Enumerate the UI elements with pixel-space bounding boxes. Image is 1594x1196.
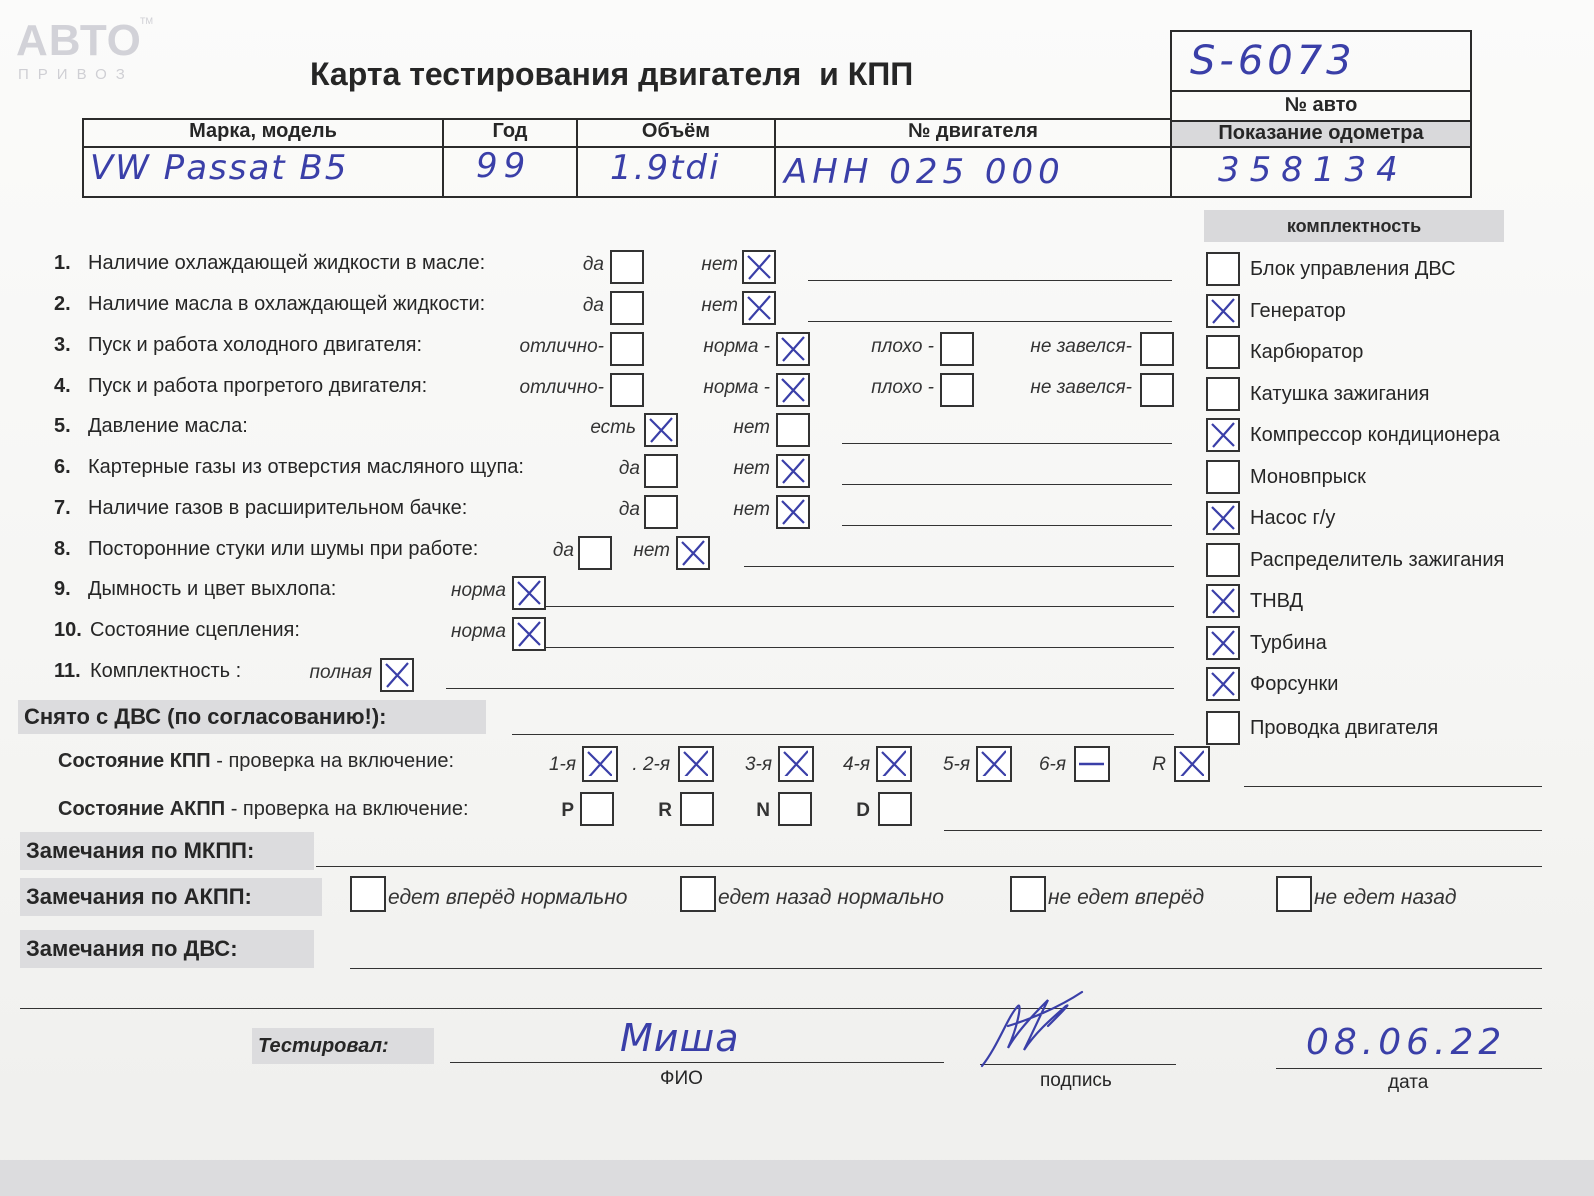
value-odometer: 358134 — [1218, 150, 1408, 190]
option-checkbox[interactable] — [776, 454, 810, 488]
removed-line — [512, 734, 1174, 735]
logo — [14, 18, 146, 64]
option-checkbox[interactable] — [742, 291, 776, 325]
answer-line — [808, 321, 1172, 322]
kpp-label-rest: - проверка на включение: — [210, 750, 455, 772]
question-text: Посторонние стуки или шумы при работе: — [88, 538, 479, 560]
kit-checkbox[interactable] — [1206, 294, 1240, 328]
check-mark-icon — [678, 538, 706, 566]
value-volume: 1.9tdi — [610, 148, 721, 188]
answer-line — [446, 688, 1174, 689]
check-mark-icon — [744, 252, 772, 280]
remarks-dvs-label: Замечания по ДВС: — [20, 930, 314, 968]
remark-checkbox[interactable] — [1010, 876, 1046, 912]
question-text: Наличие масла в охлаждающей жидкости: — [88, 293, 486, 315]
option-label: отлично- — [519, 377, 604, 398]
gear-label: 5-я — [942, 754, 970, 775]
check-mark-icon — [744, 293, 772, 321]
remark-checkbox[interactable] — [680, 876, 716, 912]
question-number: 11. — [54, 660, 81, 682]
mode-checkbox[interactable] — [580, 792, 614, 826]
mode-label: R — [658, 800, 672, 821]
option-label: да — [552, 540, 574, 561]
question-text: Картерные газы из отверстия масляного щупа: — [88, 456, 524, 478]
remark-option-label: едет вперёд нормально — [388, 886, 628, 909]
car-number-value: S-6073 — [1190, 38, 1356, 84]
header-model: Марка, модель — [189, 120, 337, 142]
kpp-label-bold: Состояние КПП — [58, 750, 211, 772]
header-engine-number: № двигателя — [908, 120, 1038, 142]
check-mark-icon — [1208, 420, 1236, 448]
remark-checkbox[interactable] — [350, 876, 386, 912]
question-text: Пуск и работа прогретого двигателя: — [88, 375, 428, 397]
option-label: нет — [701, 295, 738, 316]
gear-checkbox[interactable] — [1174, 746, 1210, 782]
option-checkbox[interactable] — [776, 495, 810, 529]
option-label: не завелся- — [1030, 377, 1132, 398]
kit-item-label: Блок управления ДВС — [1250, 258, 1456, 280]
value-engine-number: AHH 025 000 — [784, 152, 1065, 192]
option-label: не завелся- — [1030, 336, 1132, 357]
option-checkbox[interactable] — [1140, 373, 1174, 407]
remarks-mkpp-line — [316, 866, 1542, 867]
car-number-label: № авто — [1284, 94, 1358, 116]
gear-label: 3-я — [744, 754, 772, 775]
kit-item-label: Компрессор кондиционера — [1250, 424, 1500, 446]
question-number: 7. — [54, 497, 71, 519]
remark-option-label: едет назад нормально — [718, 886, 944, 909]
option-checkbox[interactable] — [1140, 332, 1174, 366]
akpp-label-bold: Состояние АКПП — [58, 798, 226, 820]
remark-option-label: не едет вперёд — [1048, 886, 1205, 909]
answer-line — [546, 647, 1174, 648]
kit-checkbox[interactable] — [1206, 543, 1240, 577]
kit-item-label: Моновпрыск — [1250, 465, 1366, 488]
kit-checkbox[interactable] — [1206, 418, 1240, 452]
signature-caption: подпись — [1040, 1070, 1112, 1091]
question-number: 4. — [54, 375, 71, 397]
kit-item-label: Турбина — [1250, 631, 1327, 654]
akpp-line — [944, 830, 1542, 831]
kit-item-label: Форсунки — [1250, 673, 1339, 695]
remarks-dvs-line — [350, 968, 1542, 969]
name-caption: ФИО — [660, 1068, 703, 1089]
option-checkbox[interactable] — [676, 536, 710, 570]
remarks-akpp-label: Замечания по АКПП: — [20, 878, 322, 916]
name-line — [450, 1062, 944, 1063]
check-mark-icon — [514, 578, 542, 606]
option-checkbox[interactable] — [512, 617, 546, 651]
option-label: да — [618, 499, 640, 520]
check-mark-icon — [1208, 296, 1236, 324]
removed-label: Снято с ДВС (по согласованию!): — [18, 700, 486, 734]
kit-checkbox[interactable] — [1206, 584, 1240, 618]
kit-item-label: Насос г/у — [1250, 507, 1336, 529]
mode-checkbox[interactable] — [680, 792, 714, 826]
mode-label: N — [756, 800, 770, 821]
option-label: нет — [733, 458, 770, 479]
option-label: норма — [451, 580, 506, 601]
answer-line — [842, 525, 1172, 526]
gear-label: . 2-я — [632, 754, 670, 775]
question-number: 10. — [54, 619, 82, 641]
option-label: нет — [733, 417, 770, 438]
tester-name: Миша — [620, 1016, 740, 1060]
answer-line — [744, 566, 1174, 567]
remark-option-label: не едет назад — [1314, 886, 1457, 909]
option-label: да — [618, 458, 640, 479]
mode-label: D — [856, 800, 870, 821]
akpp-label — [58, 798, 469, 821]
answer-line — [842, 443, 1172, 444]
mode-checkbox[interactable] — [878, 792, 912, 826]
gear-label: 6-я — [1038, 754, 1066, 775]
kit-item-label: Проводка двигателя — [1250, 716, 1439, 739]
check-mark-icon — [1208, 628, 1236, 656]
question-text: Дымность и цвет выхлопа: — [88, 578, 337, 600]
kit-checkbox[interactable] — [1206, 711, 1240, 745]
option-label: норма - — [703, 336, 770, 357]
question-number: 3. — [54, 334, 71, 356]
question-text: Состояние сцепления: — [90, 619, 300, 641]
gear-label: 1-я — [548, 754, 576, 775]
akpp-label-rest: - проверка на включение: — [225, 798, 469, 820]
remark-checkbox[interactable] — [1276, 876, 1312, 912]
logo-tm: TM — [140, 16, 153, 26]
logo-text: АВТО — [16, 16, 142, 65]
option-label: нет — [633, 540, 670, 561]
remarks-mkpp-label: Замечания по МКПП: — [20, 832, 314, 870]
header-year: Год — [492, 120, 528, 142]
kit-checkbox[interactable] — [1206, 377, 1240, 411]
option-label: плохо - — [871, 336, 934, 357]
kit-checkbox[interactable] — [1206, 667, 1240, 701]
logo-subtext: ПРИВОЗ — [18, 66, 134, 83]
kit-item-label: Катушка зажигания — [1250, 382, 1430, 405]
kpp-label — [58, 750, 454, 773]
mode-checkbox[interactable] — [778, 792, 812, 826]
date-line — [1276, 1068, 1542, 1069]
header-volume: Объём — [641, 120, 711, 142]
option-label: норма - — [703, 377, 770, 398]
question-number: 1. — [54, 252, 71, 274]
option-label: полная — [309, 662, 372, 683]
option-label: нет — [701, 254, 738, 275]
kit-item-label: Распределитель зажигания — [1250, 548, 1505, 571]
kit-checkbox[interactable] — [1206, 460, 1240, 494]
option-label: да — [582, 295, 604, 316]
answer-line — [842, 484, 1172, 485]
option-checkbox[interactable] — [380, 658, 414, 692]
value-model: VW Passat B5 — [90, 148, 349, 188]
option-checkbox[interactable] — [776, 413, 810, 447]
check-mark-icon — [514, 619, 542, 647]
gear-label: 4-я — [842, 754, 870, 775]
option-checkbox[interactable] — [512, 576, 546, 610]
scan-bottom-edge — [0, 1160, 1594, 1196]
check-mark-icon — [1208, 503, 1236, 531]
kit-checkbox[interactable] — [1206, 501, 1240, 535]
check-mark-icon — [1208, 669, 1236, 697]
question-number: 8. — [54, 538, 71, 560]
question-number: 6. — [54, 456, 71, 478]
kit-checkbox[interactable] — [1206, 335, 1240, 369]
question-number: 9. — [54, 578, 71, 600]
check-mark-icon — [1208, 586, 1236, 614]
answer-line — [808, 280, 1172, 281]
kpp-line — [1244, 786, 1542, 787]
test-date: 08.06.22 — [1306, 1022, 1507, 1063]
question-number: 2. — [54, 293, 71, 315]
option-label: нет — [733, 499, 770, 520]
option-label: отлично- — [519, 336, 604, 357]
question-number: 5. — [54, 415, 71, 437]
header-odometer: Показание одометра — [1218, 122, 1424, 144]
kit-title: комплектность — [1204, 210, 1504, 242]
kit-item-label: Карбюратор — [1250, 341, 1364, 363]
kit-checkbox[interactable] — [1206, 252, 1240, 286]
check-mark-icon — [382, 660, 410, 688]
answer-line — [546, 606, 1174, 607]
question-text: Давление масла: — [88, 415, 248, 437]
value-year: 99 — [476, 146, 532, 186]
option-checkbox[interactable] — [742, 250, 776, 284]
mode-label: P — [561, 800, 574, 821]
signature-image — [978, 986, 1088, 1076]
kit-checkbox[interactable] — [1206, 626, 1240, 660]
kit-item-label: ТНВД — [1250, 590, 1304, 612]
option-label: норма — [451, 621, 506, 642]
question-text: Комплектность : — [90, 660, 242, 682]
check-mark-icon — [1176, 748, 1204, 776]
option-label: плохо - — [871, 377, 934, 398]
kit-item-label: Генератор — [1250, 299, 1346, 322]
remarks-dvs-line-2 — [20, 1008, 1542, 1009]
check-mark-icon — [778, 456, 806, 484]
question-text: Наличие газов в расширительном бачке: — [88, 497, 468, 519]
option-label: да — [582, 254, 604, 275]
check-mark-icon — [778, 497, 806, 525]
option-label: есть — [590, 417, 636, 438]
gear-label: R — [1152, 754, 1166, 775]
page-title: Карта тестирования двигателя и КПП — [310, 56, 914, 92]
date-caption: дата — [1388, 1072, 1429, 1093]
question-text: Пуск и работа холодного двигателя: — [88, 334, 423, 356]
tested-label: Тестировал: — [252, 1028, 434, 1064]
question-text: Наличие охлаждающей жидкости в масле: — [88, 252, 486, 274]
